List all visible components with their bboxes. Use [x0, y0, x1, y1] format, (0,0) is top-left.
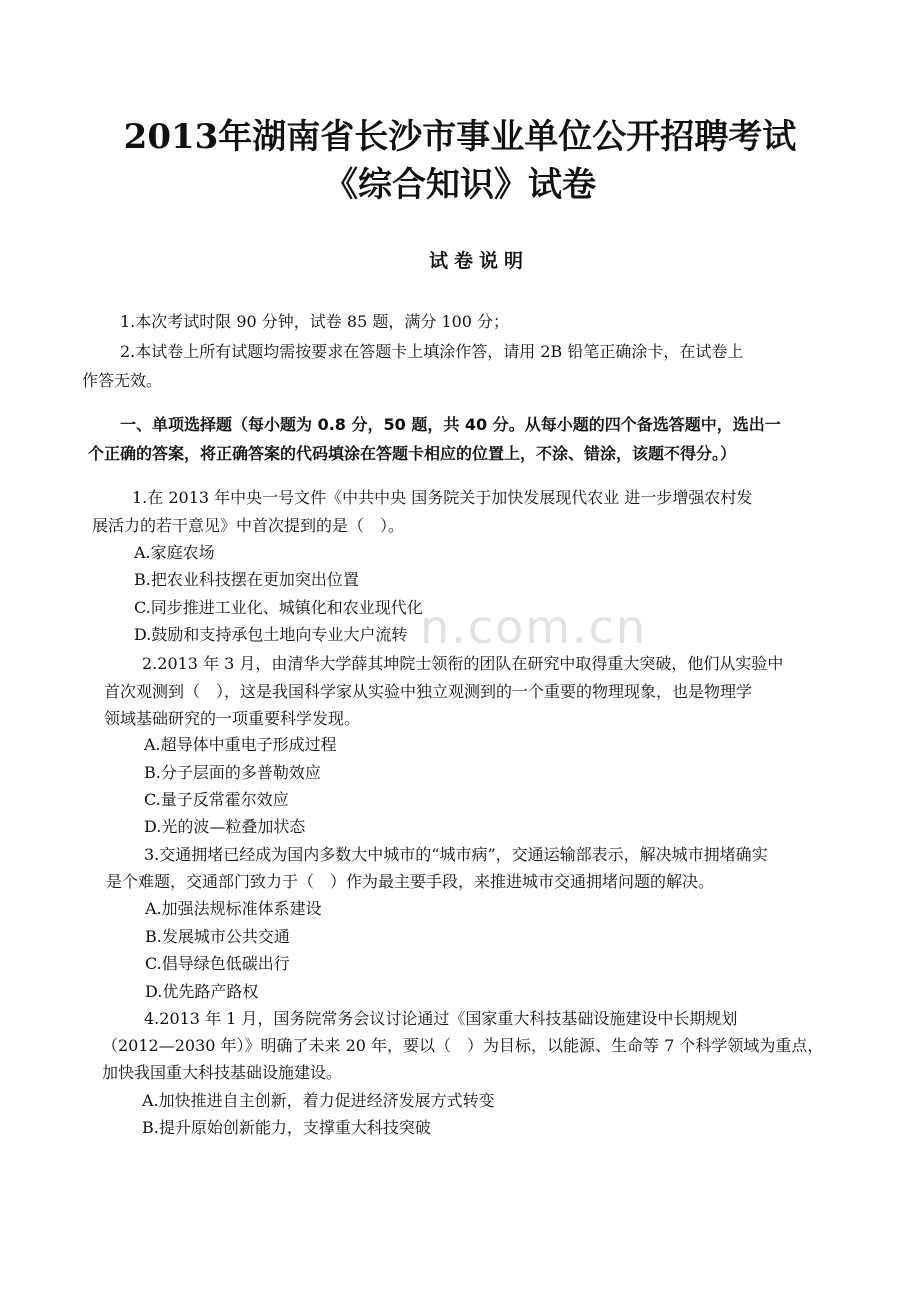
document-title-line2: 《综合知识》试卷 — [324, 165, 596, 205]
question-3-option-d: D.优先路产路权 — [145, 982, 259, 1001]
instruction-2: 2.本试卷上所有试题均需按要求在答题卡上填涂作答，请用 2B 铅笔正确涂卡，在试卷上 — [120, 342, 744, 361]
question-2-stem-cont: 首次观测到（ ），这是我国科学家从实验中独立观测到的一个重要的物理现象，也是物理学 — [104, 682, 753, 701]
question-1-stem: 1.在 2013 年中央一号文件《中共中央 国务院关于加快发展现代农业 进一步增强农村发 — [132, 488, 753, 507]
question-4-stem-cont: （2012—2030 年）》明确了未来 20 年，要以（ ）为目标，以能源、生命等 7 个科学领域为重点， — [102, 1036, 824, 1055]
question-1-stem-cont: 展活力的若干意见》中首次提到的是（ ）。 — [92, 516, 405, 535]
question-4-option-b: B.提升原始创新能力，支撑重大科技突破 — [142, 1118, 431, 1137]
watermark: n.com.cn — [420, 600, 648, 654]
question-3-option-c: C.倡导绿色低碳出行 — [145, 954, 290, 973]
question-3-stem-cont: 是个难题，交通部门致力于（ ）作为最主要手段，来推进城市交通拥堵问题的解决。 — [106, 872, 715, 891]
part-one-heading: 一、单项选择题（每小题为 0.8 分，50 题，共 40 分。从每小题的四个备选答题中，选出一 — [120, 415, 781, 434]
question-4-option-a: A.加快推进自主创新，着力促进经济发展方式转变 — [142, 1091, 495, 1110]
question-1-option-d: D.鼓励和支持承包土地向专业大户流转 — [134, 625, 408, 644]
question-3-stem: 3.交通拥堵已经成为国内多数大中城市的“城市病”，交通运输部表示，解决城市拥堵确实 — [144, 845, 768, 864]
question-2-stem-cont2: 领域基础研究的一项重要科学发现。 — [104, 709, 361, 728]
question-2-option-d: D.光的波—粒叠加状态 — [144, 817, 306, 836]
document-title-line1: 2013年湖南省长沙市事业单位公开招聘考试 — [123, 117, 797, 157]
question-2-stem: 2.2013 年 3 月，由清华大学薛其坤院士领衔的团队在研究中取得重大突破，他们从实验中 — [142, 654, 784, 673]
question-2-option-c: C.量子反常霍尔效应 — [144, 790, 289, 809]
question-2-option-b: B.分子层面的多普勒效应 — [144, 763, 321, 782]
instruction-1: 1.本次考试时限 90 分钟，试卷 85 题，满分 100 分； — [120, 312, 510, 331]
question-1-option-b: B.把农业科技摆在更加突出位置 — [134, 570, 359, 589]
question-1-option-a: A.家庭农场 — [134, 543, 215, 562]
instruction-2-cont: 作答无效。 — [82, 371, 163, 390]
question-4-stem: 4.2013 年 1 月，国务院常务会议讨论通过《国家重大科技基础设施建设中长期规划 — [144, 1009, 738, 1028]
question-3-option-a: A.加强法规标准体系建设 — [145, 899, 322, 918]
question-2-option-a: A.超导体中重电子形成过程 — [144, 735, 337, 754]
question-3-option-b: B.发展城市公共交通 — [145, 927, 290, 946]
question-1-option-c: C.同步推进工业化、城镇化和农业现代化 — [134, 598, 423, 617]
question-4-stem-cont2: 加快我国重大科技基础设施建设。 — [102, 1063, 343, 1082]
part-one-heading-cont: 个正确的答案，将正确答案的代码填涂在答题卡相应的位置上，不涂、错涂，该题不得分。） — [88, 444, 737, 463]
section-heading: 试卷说明 — [428, 250, 529, 272]
